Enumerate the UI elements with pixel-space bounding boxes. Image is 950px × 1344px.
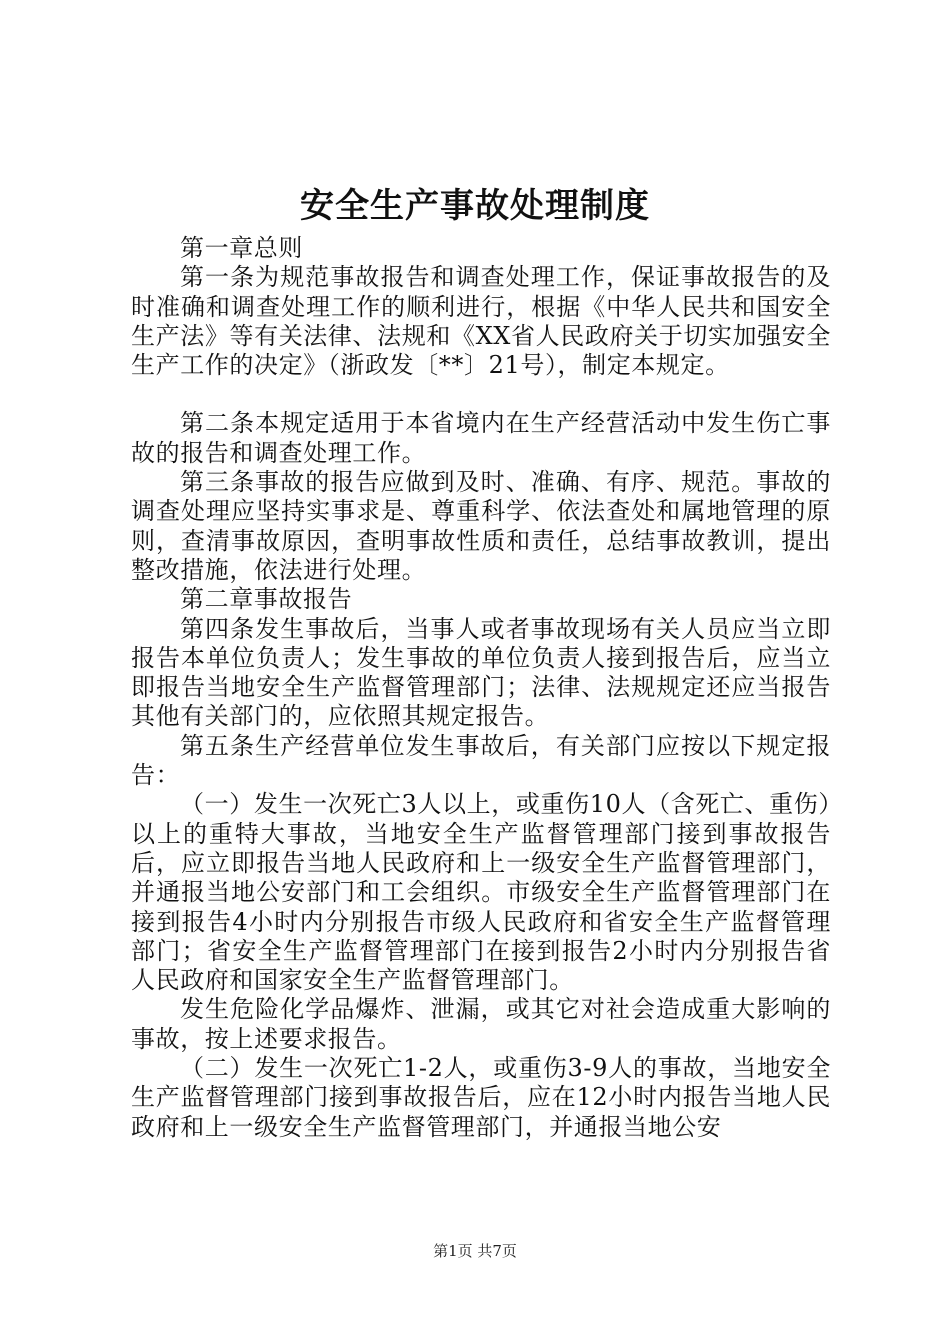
paragraph: 第五条生产经营单位发生事故后，有关部门应按以下规定报告： — [131, 731, 831, 790]
paragraph: 第三条事故的报告应做到及时、准确、有序、规范。事故的调查处理应坚持实事求是、尊重科学、依法查处和属地管理的原则，查清事故原因，查明事故性质和责任，总结事故教训，提出整改措施，依法进行处理。 — [131, 468, 831, 584]
paragraph: （一）发生一次死亡3人以上，或重伤10人（含死亡、重伤）以上的重特大事故，当地安全生产监督管理部门接到事故报告后，应立即报告当地人民政府和上一级安全生产监督管理部门，并通报当地公安部门和工会组织。市级安全生产监督管理部门在接到报告4小时内分别报告市级人民政府和省安全生产监督管理部门；省安全生产监督管理部门在接到报告2小时内分别报告省人民政府和国家安全生产监督管理部门。 — [131, 790, 831, 995]
paragraph: 第二条本规定适用于本省境内在生产经营活动中发生伤亡事故的报告和调查处理工作。 — [131, 409, 831, 467]
paragraph: 发生危险化学品爆炸、泄漏，或其它对社会造成重大影响的事故，按上述要求报告。 — [131, 995, 831, 1053]
document-title: 安全生产事故处理制度 — [300, 186, 650, 226]
paragraph: 第四条发生事故后，当事人或者事故现场有关人员应当立即报告本单位负责人；发生事故的单位负责人接到报告后，应当立即报告当地安全生产监督管理部门；法律、法规规定还应当报告其他有关部门的，应依照其规定报告。 — [131, 614, 831, 731]
paragraph-gap — [131, 380, 831, 409]
document-body — [131, 234, 831, 1142]
paragraph: 第一条为规范事故报告和调查处理工作，保证事故报告的及时准确和调查处理工作的顺利进行，根据《中华人民共和国安全生产法》等有关法律、法规和《XX省人民政府关于切实加强安全生产工作的决定》（浙政发〔**〕21号），制定本规定。 — [131, 263, 831, 380]
paragraph: （二）发生一次死亡1-2人，或重伤3-9人的事故，当地安全生产监督管理部门接到事故报告后，应在12小时内报告当地人民政府和上一级安全生产监督管理部门，并通报当地公安 — [131, 1054, 831, 1141]
page-number-footer: 第1页 共7页 — [433, 1242, 517, 1260]
chapter-heading: 第二章事故报告 — [180, 585, 353, 614]
chapter-heading: 第一章总则 — [180, 234, 303, 262]
